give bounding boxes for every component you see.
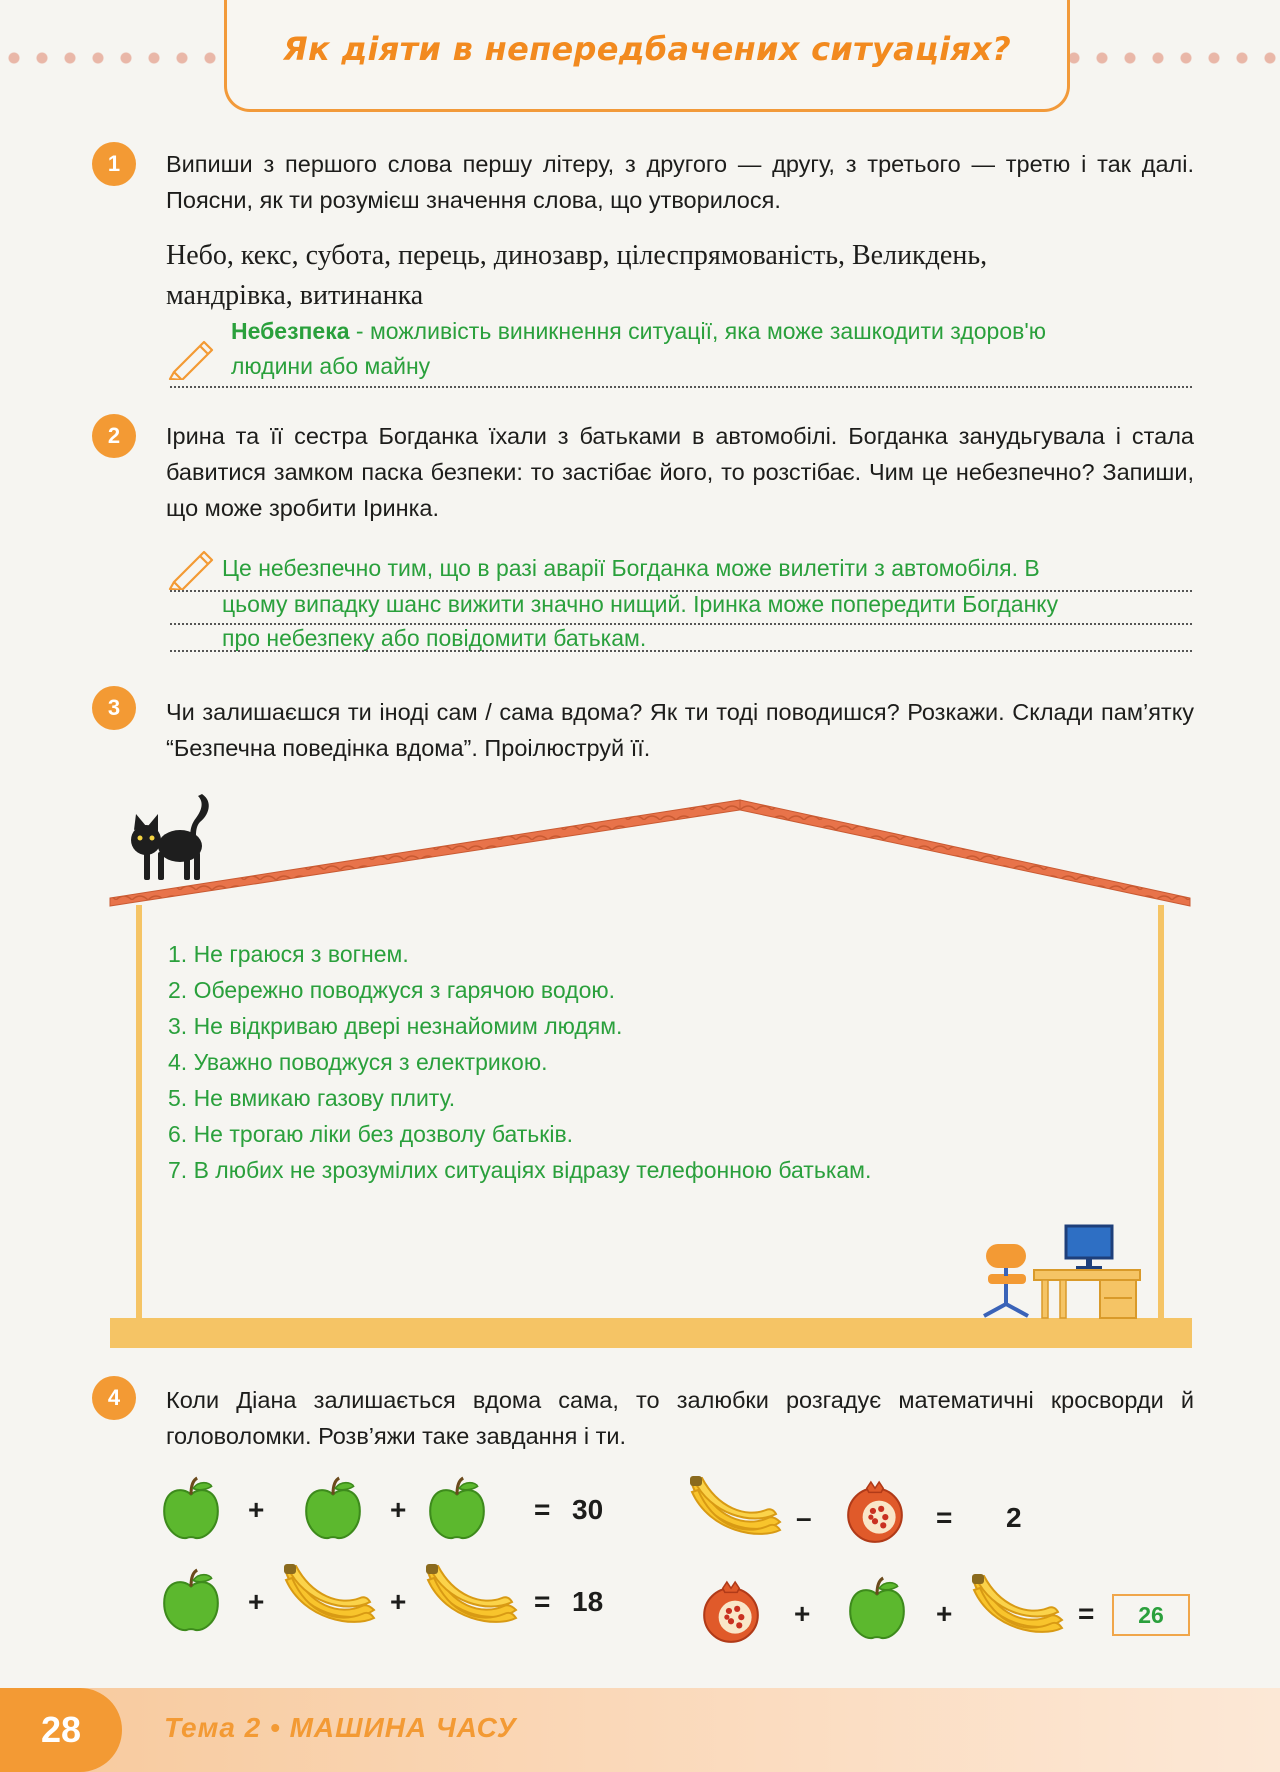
apple-icon xyxy=(160,1568,222,1634)
plus-sign: + xyxy=(936,1598,953,1629)
memo-item: 6. Не трогаю ліки без дозволу батьків. xyxy=(168,1121,574,1147)
footer-topic: Тема 2 • МАШИНА ЧАСУ xyxy=(164,1712,517,1743)
page-title: Як діяти в непередбачених ситуаціях? xyxy=(283,30,1011,68)
task3-instruction: Чи залишаєшся ти іноді сам / сама вдома? Як ти тоді поводишся? Розкажи. Склади пам’ятку “Безпечна поведінка вдома”. Проілюструй її. xyxy=(166,699,1194,761)
equals-sign: = xyxy=(936,1502,953,1533)
memo-item: 1. Не граюся з вогнем. xyxy=(168,941,409,967)
task1-instruction: Випиши з першого слова першу літеру, з другого — другу, з третього — третю і так далі. Поясни, як ти розумієш значення слова, що утворилося. xyxy=(166,151,1194,213)
desk-computer-icon xyxy=(1030,1220,1144,1320)
banana-icon xyxy=(688,1474,784,1540)
memo-item: 4. Уважно поводжуся з електрикою. xyxy=(168,1049,548,1075)
cat-icon xyxy=(128,792,214,888)
task2-answer-line1: Це небезпечно тим, що в разі аварії Богданка може вилетіти з автомобіля. В xyxy=(222,555,1040,581)
equals-sign: = xyxy=(534,1586,551,1617)
apple-icon xyxy=(302,1476,364,1542)
pencil-icon xyxy=(168,544,218,590)
title-frame xyxy=(224,0,1070,112)
task1-answer-line2: людини або майну xyxy=(231,353,431,379)
equation4-answer-box[interactable]: 26 xyxy=(1112,1594,1190,1636)
house-floor xyxy=(110,1318,1192,1348)
equation3-result: 2 xyxy=(1006,1502,1022,1533)
memo-item: 5. Не вмикаю газову плиту. xyxy=(168,1085,456,1111)
decorative-dots-right xyxy=(1060,48,1280,68)
equals-sign: = xyxy=(534,1494,551,1525)
chair-icon xyxy=(976,1228,1038,1320)
pencil-icon xyxy=(168,334,218,380)
pomegranate-icon xyxy=(700,1580,762,1646)
plus-sign: + xyxy=(248,1494,265,1525)
task-number-2: 2 xyxy=(92,414,136,458)
apple-icon xyxy=(846,1576,908,1642)
equals-sign: = xyxy=(1078,1598,1095,1629)
task-number-1: 1 xyxy=(92,142,136,186)
task1-answer-line1 xyxy=(231,314,1046,349)
task4-instruction: Коли Діана залишається вдома сама, то залюбки розгадує математичні кросворди й головоломки. Розв’яжи таке завдання і ти. xyxy=(166,1387,1194,1449)
equation2-result: 18 xyxy=(572,1586,604,1617)
house-roof xyxy=(100,780,1200,920)
plus-sign: + xyxy=(390,1586,407,1617)
answer-line xyxy=(170,650,1192,652)
plus-sign: + xyxy=(390,1494,407,1525)
memo-item: 3. Не відкриваю двері незнайомим людям. xyxy=(168,1013,623,1039)
answer-line xyxy=(170,386,1192,388)
task1-answer-word: Небезпека xyxy=(231,318,350,344)
banana-icon xyxy=(424,1562,520,1628)
pomegranate-icon xyxy=(844,1480,906,1546)
banana-icon xyxy=(970,1572,1066,1638)
plus-sign: + xyxy=(794,1598,811,1629)
safety-memo-list xyxy=(168,936,1148,1188)
task2-answer-line3: про небезпеку або повідомити батькам. xyxy=(222,625,647,651)
decorative-dots-left xyxy=(0,48,220,68)
memo-item: 7. В любих не зрозумілих ситуаціях відразу телефонною батькам. xyxy=(168,1157,872,1183)
banana-icon xyxy=(282,1562,378,1628)
apple-icon xyxy=(426,1476,488,1542)
task2-instruction: Ірина та її сестра Богданка їхали з батьками в автомобілі. Богданка занудьгувала і стала бавитися замком паска безпеки: то застібає його, то розстібає. Чим це небезпечно? Запиши, що може зробити Іринка. xyxy=(166,423,1194,521)
task1-words-line1: Небо, кекс, субота, перець, динозавр, цілеспрямованість, Великдень, xyxy=(166,240,988,271)
task-number-3: 3 xyxy=(92,686,136,730)
plus-sign: + xyxy=(248,1586,265,1617)
minus-sign: – xyxy=(796,1502,812,1533)
task1-words-line2: мандрівка, витинанка xyxy=(166,280,424,311)
equation1-result: 30 xyxy=(572,1494,604,1525)
task2-answer-line2: цьому випадку шанс вижити значно нищий. Іринка може попередити Богданку xyxy=(222,591,1059,617)
memo-item: 2. Обережно поводжуся з гарячою водою. xyxy=(168,977,616,1003)
apple-icon xyxy=(160,1476,222,1542)
task-number-4: 4 xyxy=(92,1376,136,1420)
task1-answer-rest: - можливість виникнення ситуації, яка може зашкодити здоров'ю xyxy=(349,318,1046,344)
page-number: 28 xyxy=(0,1688,122,1772)
